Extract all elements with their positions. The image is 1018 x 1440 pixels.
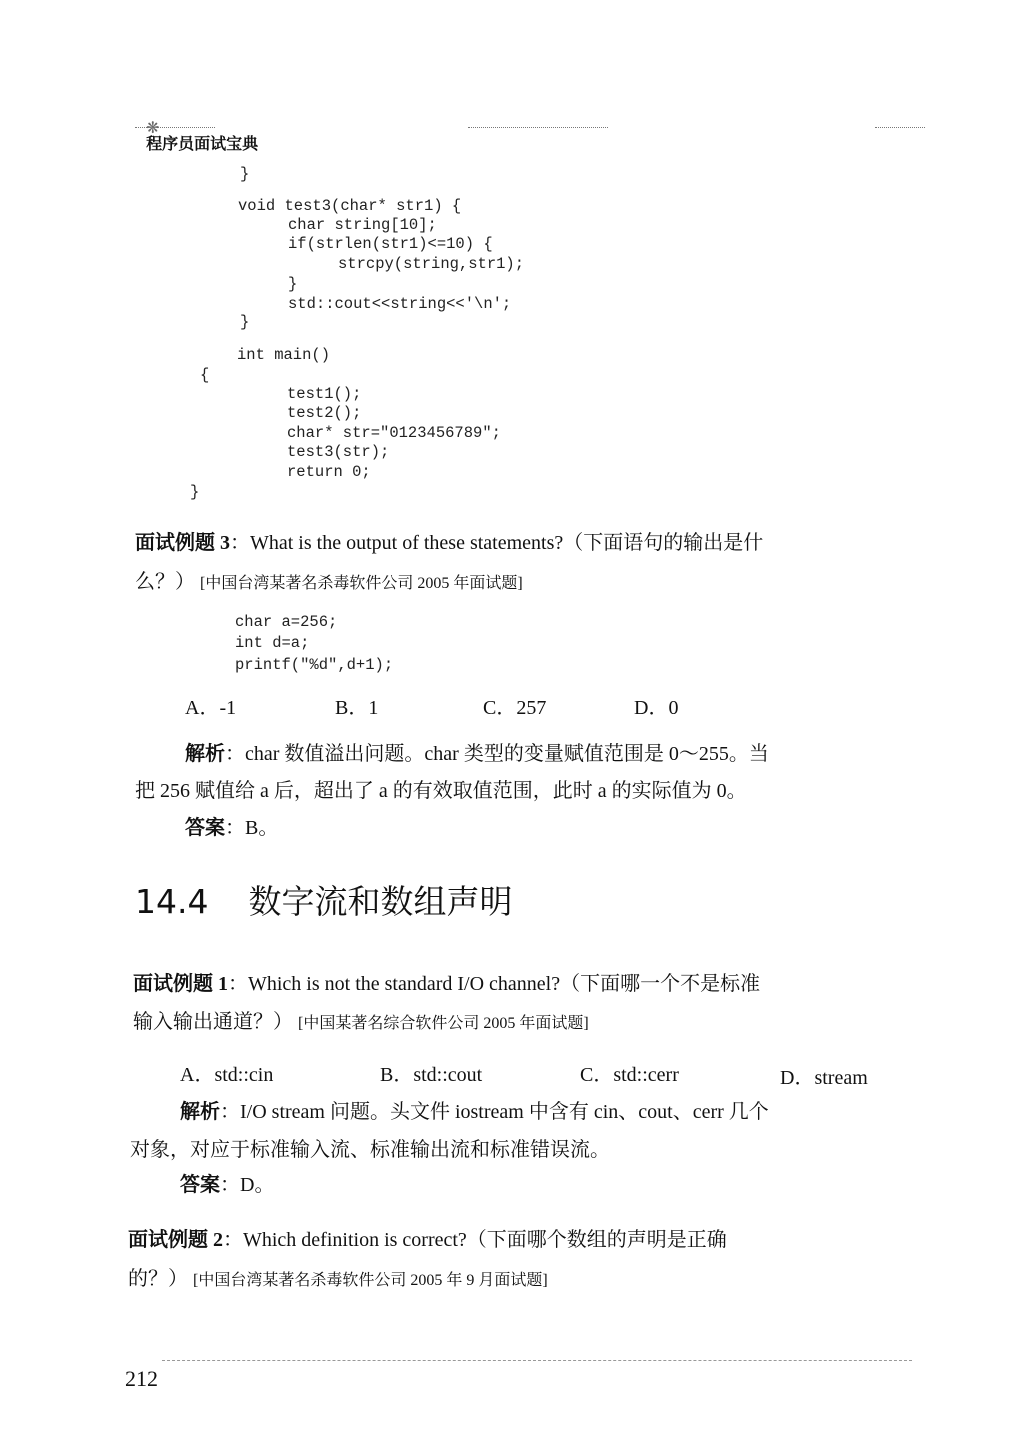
question-text: 么？） bbox=[135, 571, 195, 593]
analysis-line-1 bbox=[180, 1102, 769, 1122]
code-line: test3(str); bbox=[287, 443, 390, 461]
code-line: test1(); bbox=[287, 385, 362, 403]
question-2-line-1 bbox=[128, 1230, 727, 1250]
analysis-line-1 bbox=[185, 744, 769, 764]
analysis-text: ：I/O stream 问题。头文件 iostream 中含有 cin、cout、cerr 几个 bbox=[220, 1101, 769, 1123]
analysis-line-2: 把 256 赋值给 a 后，超出了 a 的有效取值范围，此时 a 的实际值为 0。 bbox=[135, 780, 747, 802]
question-2-line-2 bbox=[128, 1269, 548, 1289]
question-label: 面试例题 2 bbox=[128, 1229, 223, 1251]
code-line: char string[10]; bbox=[288, 216, 437, 234]
analysis-label: 解析 bbox=[180, 1101, 220, 1123]
code-line: char* str="0123456789"; bbox=[287, 424, 501, 442]
analysis-label: 解析 bbox=[185, 743, 225, 765]
answer bbox=[185, 818, 278, 838]
code-line: } bbox=[288, 275, 298, 293]
question-text: ：Which is not the standard I/O channel?（下面哪一个不是标准 bbox=[228, 973, 761, 995]
answer-label: 答案 bbox=[185, 817, 225, 839]
option-d: D．0 bbox=[634, 697, 679, 719]
header-rule bbox=[135, 127, 215, 128]
question-source: [中国台湾某著名杀毒软件公司 2005 年面试题] bbox=[200, 575, 523, 592]
question-text: ：Which definition is correct?（下面哪个数组的声明是正确 bbox=[223, 1229, 727, 1251]
code-line: } bbox=[240, 313, 250, 331]
question-source: [中国台湾某著名杀毒软件公司 2005 年 9 月面试题] bbox=[193, 1272, 548, 1289]
code-line: std::cout<<string<<'\n'; bbox=[288, 295, 512, 313]
code-line: void test3(char* str1) { bbox=[238, 197, 462, 215]
code-line: } bbox=[190, 483, 200, 501]
code-line: { bbox=[200, 366, 210, 384]
option-c: C．std::cerr bbox=[580, 1064, 679, 1086]
code-line: return 0; bbox=[287, 463, 371, 481]
code-line: int d=a; bbox=[235, 634, 310, 652]
section-title: 数字流和数组声明 bbox=[248, 882, 513, 921]
code-line: test2(); bbox=[287, 404, 362, 422]
section-number: 14.4 bbox=[135, 882, 209, 921]
question-text: 的？） bbox=[128, 1268, 188, 1290]
option-c: C．257 bbox=[483, 697, 547, 719]
section-heading bbox=[135, 882, 513, 921]
footer-rule bbox=[162, 1360, 912, 1361]
page-number: 212 bbox=[125, 1366, 158, 1391]
question-1-line-1 bbox=[133, 974, 760, 994]
answer-text: ：B。 bbox=[225, 817, 279, 839]
option-a: A．std::cin bbox=[180, 1064, 274, 1086]
code-line: if(strlen(str1)<=10) { bbox=[288, 235, 493, 253]
option-b: B．1 bbox=[335, 697, 379, 719]
question-1-line-2 bbox=[133, 1012, 589, 1032]
code-line: int main() bbox=[237, 346, 331, 364]
answer bbox=[180, 1175, 274, 1195]
code-line: printf("%d",d+1); bbox=[235, 656, 394, 674]
code-line: char a=256; bbox=[235, 613, 338, 631]
header-rule bbox=[875, 127, 925, 128]
question-text: 输入输出通道？） bbox=[133, 1011, 293, 1033]
header-rule bbox=[468, 127, 608, 128]
answer-text: ：D。 bbox=[220, 1174, 275, 1196]
question-text: ：What is the output of these statements?（下面语句的输出是什 bbox=[230, 532, 764, 554]
option-a: A．-1 bbox=[185, 697, 237, 719]
question-label: 面试例题 1 bbox=[133, 973, 228, 995]
code-line: } bbox=[240, 165, 250, 183]
running-header bbox=[135, 104, 258, 152]
code-line: strcpy(string,str1); bbox=[338, 255, 525, 273]
question-source: [中国某著名综合软件公司 2005 年面试题] bbox=[298, 1015, 589, 1032]
analysis-line-2: 对象，对应于标准输入流、标准输出流和标准错误流。 bbox=[130, 1139, 610, 1161]
header-ornament-icon: ❋ bbox=[146, 118, 160, 137]
book-title: 程序员面试宝典 bbox=[146, 134, 259, 153]
option-b: B．std::cout bbox=[380, 1064, 483, 1086]
answer-label: 答案 bbox=[180, 1174, 220, 1196]
question-3-line-2 bbox=[135, 572, 523, 592]
question-label: 面试例题 3 bbox=[135, 532, 230, 554]
question-3-line-1 bbox=[135, 533, 763, 553]
option-d: D．stream bbox=[780, 1067, 868, 1089]
analysis-text: ：char 数值溢出问题。char 类型的变量赋值范围是 0～255。当 bbox=[225, 743, 769, 765]
